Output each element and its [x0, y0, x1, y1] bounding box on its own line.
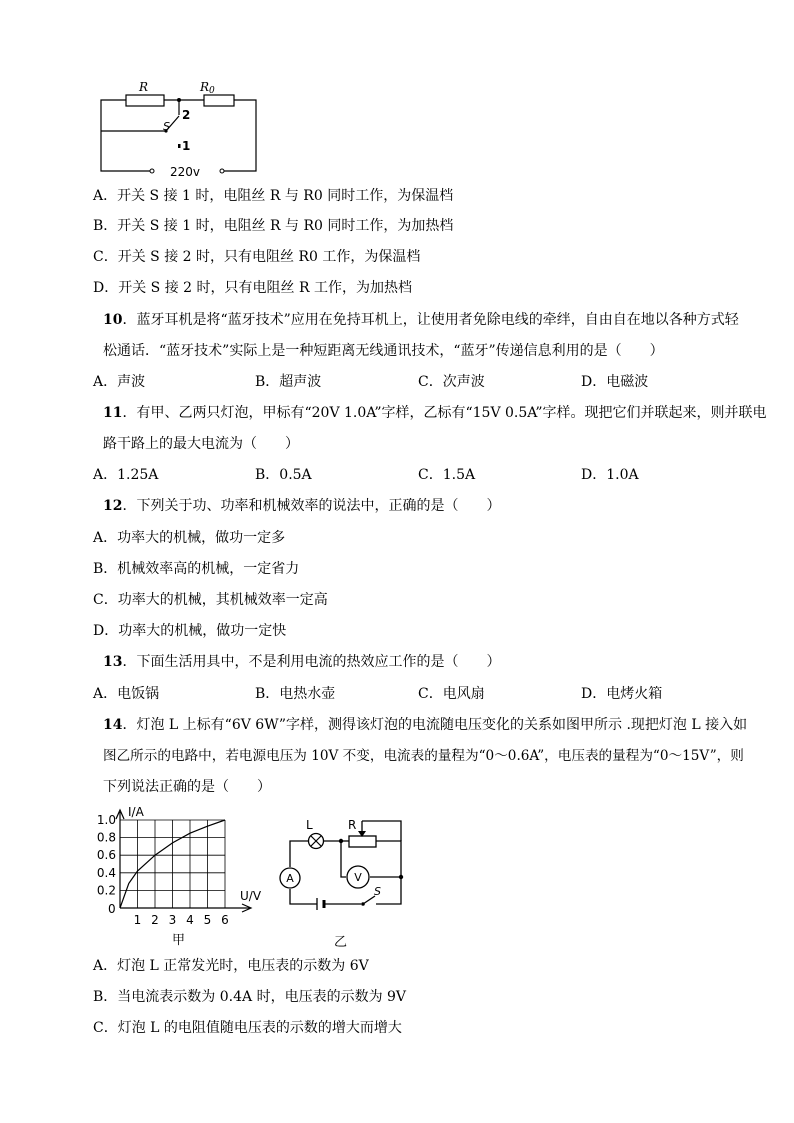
q14-stem-line2: 图乙所示的电路中，若电源电压为 10V 不变，电流表的量程为“0～0.6A”，电压表的量程为“0～15V”，则: [103, 748, 744, 764]
x-axis-label: U/V: [240, 889, 262, 903]
q9-option-c: C．开关 S 接 2 时，只有电阻丝 R0 工作，为保温档: [93, 249, 421, 265]
x-tick-label: 6: [221, 913, 229, 927]
label-pos2: 2: [182, 108, 191, 122]
lamp-label: L: [306, 818, 313, 832]
q12-option-d: D．功率大的机械，做功一定快: [93, 623, 287, 639]
q13-option-a: A．电饭锅: [93, 686, 160, 702]
label-r0: R0: [200, 80, 215, 96]
q12-stem: 12．下列关于功、功率和机械效率的说法中，正确的是（ ）: [103, 498, 501, 514]
q9-option-d: D．开关 S 接 2 时，只有电阻丝 R 工作，为加热档: [93, 280, 412, 296]
rheostat-body: [349, 836, 376, 847]
q10-option-c: C．次声波: [418, 374, 485, 390]
q14-option-c: C．灯泡 L 的电阻值随电压表的示数的增大而增大: [93, 1020, 402, 1036]
q11-stem-line2: 路干路上的最大电流为（ ）: [103, 436, 299, 452]
q11-option-b: B．0.5A: [255, 467, 312, 483]
q10-option-a: A．声波: [93, 374, 146, 390]
x-tick-label: 4: [186, 913, 194, 927]
ammeter-label: A: [286, 872, 294, 885]
y-tick-label: 0.4: [96, 865, 116, 880]
q12-option-c: C．功率大的机械，其机械效率一定高: [93, 592, 328, 608]
y-tick-label: 0.6: [96, 848, 116, 863]
q10-option-d: D．电磁波: [581, 374, 649, 390]
x-tick-label: 3: [168, 913, 177, 927]
q14-circuit-diagram: [278, 812, 410, 950]
q13-stem: 13．下面生活用具中，不是利用电流的热效应工作的是（ ）: [103, 654, 501, 670]
voltmeter-label: V: [354, 871, 362, 884]
circuit2-caption: 乙: [334, 935, 348, 950]
origin-label: 0: [108, 902, 116, 916]
label-switch: S: [163, 120, 170, 133]
q14-switch-label: S: [374, 885, 381, 898]
q13-option-c: C．电风扇: [418, 686, 485, 702]
q12-option-a: A．功率大的机械，做功一定多: [93, 530, 286, 546]
q11-option-a: A．1.25A: [93, 467, 159, 483]
y-tick-label: 0.2: [96, 883, 116, 898]
q13-option-b: B．电热水壶: [255, 686, 336, 702]
q11-option-c: C．1.5A: [418, 467, 476, 483]
y-tick-label: 0.8: [96, 830, 116, 845]
chart-caption: 甲: [172, 933, 186, 948]
iu-chart: [90, 800, 270, 950]
q11-stem-line1: 11．有甲、乙两只灯泡，甲标有“20V 1.0A”字样，乙标有“15V 0.5A”字样。现把它们并联起来，则并联电: [103, 405, 767, 421]
q11-option-d: D．1.0A: [581, 467, 639, 483]
q13-option-d: D．电烤火箱: [581, 686, 663, 702]
rheostat-label: R: [348, 818, 357, 832]
label-pos1: 1: [182, 139, 191, 153]
q9-option-b: B．开关 S 接 1 时，电阻丝 R 与 R0 同时工作，为加热档: [93, 218, 454, 234]
x-tick-label: 5: [203, 913, 212, 927]
label-r: R: [139, 80, 149, 94]
x-tick-label: 2: [151, 913, 159, 927]
q14-stem-line3: 下列说法正确的是（ ）: [103, 779, 271, 795]
q14-stem-line1: 14．灯泡 L 上标有“6V 6W”字样，测得该灯泡的电流随电压变化的关系如图甲所示 .现把灯泡 L 接入如: [103, 717, 748, 733]
q10-stem-line2: 松通话．“蓝牙技术”实际上是一种短距离无线通讯技术，“蓝牙”传递信息利用的是（ ）: [103, 343, 664, 359]
resistor-r0: [204, 95, 234, 106]
q9-option-a: A．开关 S 接 1 时，电阻丝 R 与 R0 同时工作，为保温档: [93, 188, 454, 204]
q10-option-b: B．超声波: [255, 374, 322, 390]
resistor-r: [126, 95, 164, 106]
q12-option-b: B．机械效率高的机械，一定省力: [93, 561, 300, 577]
x-tick-label: 1: [133, 913, 142, 927]
y-axis-label: I/A: [128, 805, 144, 819]
y-tick-label: 1.0: [96, 813, 116, 827]
q9-circuit-diagram: [96, 78, 266, 178]
q14-option-a: A．灯泡 L 正常发光时，电压表的示数为 6V: [93, 958, 369, 974]
q14-option-b: B．当电流表示数为 0.4A 时，电压表的示数为 9V: [93, 989, 407, 1005]
q10-stem-line1: 10．蓝牙耳机是将“蓝牙技术”应用在免持耳机上，让使用者免除电线的牵绊，自由自在地以各种方式轻: [103, 312, 739, 328]
label-voltage: 220v: [170, 165, 201, 178]
